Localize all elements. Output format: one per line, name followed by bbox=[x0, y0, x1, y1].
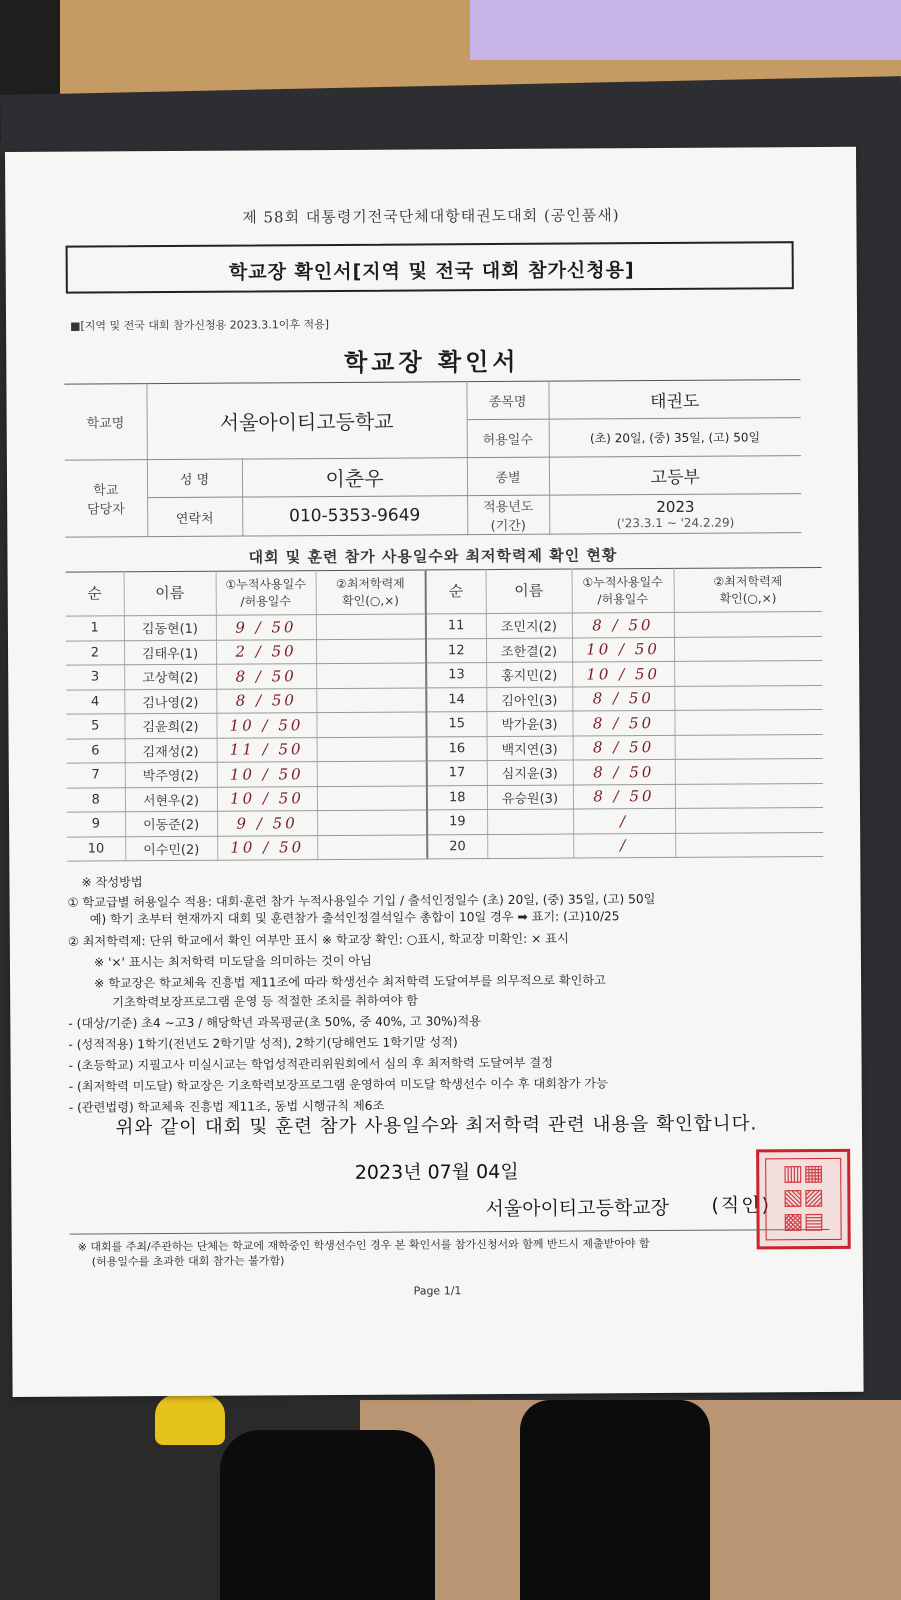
footnote bbox=[78, 1236, 650, 1269]
signer-name: 서울아이티고등학교장 bbox=[485, 1196, 670, 1221]
student-name: 김아인(3) bbox=[486, 687, 572, 712]
usage-days: 10 / 50 bbox=[217, 835, 317, 860]
row-no: 15 bbox=[426, 712, 486, 737]
usage-days: 11 / 50 bbox=[217, 737, 317, 762]
usage-days: 9 / 50 bbox=[216, 615, 316, 640]
bottom-rule bbox=[70, 1229, 830, 1235]
student-name: 고상혁(2) bbox=[124, 664, 216, 689]
division-label: 종별 bbox=[467, 457, 549, 496]
allowed-label: 허용일수 bbox=[467, 419, 549, 458]
student-name: 조한결(2) bbox=[486, 638, 572, 663]
usage-days: 10 / 50 bbox=[217, 786, 317, 811]
min-check bbox=[316, 614, 426, 639]
name-value: 이춘우 bbox=[242, 458, 467, 497]
row-no: 7 bbox=[67, 763, 125, 788]
person-leg-right bbox=[520, 1400, 710, 1600]
usage-table bbox=[66, 567, 824, 862]
col-check-left bbox=[316, 570, 426, 615]
student-name: 서현우(2) bbox=[125, 787, 217, 812]
usage-days: 10 / 50 bbox=[572, 637, 674, 662]
min-check bbox=[675, 734, 823, 759]
usage-days: 2 / 50 bbox=[216, 639, 316, 664]
method-line: ※ '×' 표시는 최저학력 미도달을 의미하는 것이 아님 bbox=[93, 953, 372, 970]
student-name: 김동현(1) bbox=[124, 615, 216, 640]
method-line: - (초등학교) 지필고사 미실시교는 학업성적관리위원회에서 심의 후 최저학력 도달여부 결정 bbox=[68, 1055, 554, 1073]
student-name: 김태우(1) bbox=[124, 640, 216, 665]
usage-days: 8 / 50 bbox=[572, 612, 674, 637]
row-no: 5 bbox=[66, 714, 124, 739]
school-label: 학교명 bbox=[64, 384, 146, 460]
contact-label: 연락처 bbox=[147, 497, 242, 537]
year-label-line1: 적용년도 bbox=[483, 499, 534, 516]
student-name: 백지연(3) bbox=[487, 736, 573, 761]
student-name: 김윤희(2) bbox=[124, 713, 216, 738]
usage-days: 10 / 50 bbox=[572, 661, 674, 686]
student-name bbox=[487, 834, 573, 859]
row-no: 10 bbox=[67, 836, 125, 861]
method-line: ① 학교급별 허용일수 적용: 대회·훈련 참가 누적사용일수 기입 / 출석인정일수 (초) 20일, (중) 35일, (고) 50일 bbox=[67, 892, 656, 910]
method-line: 예) 학기 초부터 현재까지 대회 및 훈련참가 출석인정결석일수 총합이 10일 경우 ➡ 표기: (고)10/25 bbox=[89, 909, 620, 927]
student-name bbox=[487, 809, 573, 834]
student-name: 유승원(3) bbox=[487, 785, 573, 810]
col-no-left: 순 bbox=[66, 572, 124, 616]
row-no: 8 bbox=[67, 787, 125, 812]
footnote-line1: ※ 대회를 주최/주관하는 단체는 학교에 재학중인 학생선수인 경우 본 확인서를 참가신청서와 함께 반드시 제출받아야 함 bbox=[77, 1237, 650, 1254]
student-name: 박가윤(3) bbox=[486, 711, 572, 736]
min-check bbox=[675, 808, 823, 833]
year-cell bbox=[549, 494, 801, 535]
usage-days: / bbox=[573, 808, 675, 833]
col-days-left-line1: ①누적사용일수 bbox=[225, 576, 306, 592]
usage-days: 8 / 50 bbox=[572, 686, 674, 711]
col-check-right-line1: ②최저학력제 bbox=[713, 573, 783, 589]
min-check bbox=[674, 612, 822, 637]
usage-days: 8 / 50 bbox=[572, 710, 674, 735]
allowed-value: (초) 20일, (중) 35일, (고) 50일 bbox=[549, 418, 801, 458]
method-line: ② 최저학력제: 단위 학교에서 확인 여부만 표시 ※ 학교장 확인: ○표시, 학교장 미확인: × 표시 bbox=[67, 931, 569, 949]
event-value: 태권도 bbox=[548, 380, 800, 420]
row-no: 18 bbox=[427, 785, 487, 810]
student-name: 이수민(2) bbox=[125, 836, 217, 861]
min-check bbox=[674, 685, 822, 710]
row-no: 9 bbox=[67, 812, 125, 837]
min-check bbox=[317, 761, 427, 786]
usage-days: 8 / 50 bbox=[216, 688, 316, 713]
col-name-right: 이름 bbox=[486, 569, 572, 614]
usage-days: 8 / 50 bbox=[573, 759, 675, 784]
method-line: - (관련법령) 학교체육 진흥법 제11조, 동법 시행규칙 제6조 bbox=[68, 1098, 385, 1115]
row-no: 20 bbox=[427, 834, 487, 859]
usage-days: 8 / 50 bbox=[573, 784, 675, 809]
min-check bbox=[675, 783, 823, 808]
col-no-right: 순 bbox=[426, 570, 486, 614]
student-name: 박주영(2) bbox=[125, 762, 217, 787]
student-name: 김재성(2) bbox=[125, 738, 217, 763]
period-value: ('23.3.1 ~ '24.2.29) bbox=[616, 515, 735, 531]
col-days-left-line2: /허용일수 bbox=[240, 593, 291, 609]
row-no: 1 bbox=[66, 616, 124, 641]
yellow-shoe bbox=[155, 1395, 225, 1445]
usage-days: / bbox=[573, 833, 675, 858]
student-name: 이동준(2) bbox=[125, 811, 217, 836]
min-check bbox=[675, 759, 823, 784]
method-title: ※ 작성방법 bbox=[81, 875, 143, 890]
col-name-left: 이름 bbox=[124, 571, 216, 616]
person-leg-left bbox=[220, 1430, 435, 1600]
min-check bbox=[317, 810, 427, 835]
name-label: 성 명 bbox=[147, 459, 242, 498]
min-check bbox=[675, 832, 823, 857]
usage-days: 10 / 50 bbox=[217, 762, 317, 787]
min-check bbox=[317, 785, 427, 810]
row-no: 3 bbox=[66, 665, 124, 690]
staff-label-line2: 담당자 bbox=[87, 502, 125, 518]
col-check-right-line2: 확인(○,×) bbox=[719, 590, 777, 606]
student-name: 홍지민(2) bbox=[486, 662, 572, 687]
method-line: - (성적적용) 1학기(전년도 2학기말 성적), 2학기(당해연도 1학기말 성적) bbox=[68, 1035, 458, 1052]
row-no: 19 bbox=[427, 810, 487, 835]
row-no: 11 bbox=[426, 614, 486, 639]
method-section bbox=[67, 869, 827, 1115]
row-no: 2 bbox=[66, 640, 124, 665]
table-row bbox=[67, 832, 823, 861]
school-value: 서울아이티고등학교 bbox=[146, 382, 466, 460]
col-check-right bbox=[674, 568, 822, 613]
row-no: 14 bbox=[426, 687, 486, 712]
division-value: 고등부 bbox=[549, 456, 801, 496]
seal-label: (직인) bbox=[711, 1194, 772, 1217]
usage-days: 10 / 50 bbox=[216, 713, 316, 738]
status-title: 대회 및 훈련 참가 사용일수와 최저학력제 확인 현황 bbox=[248, 546, 618, 567]
info-table bbox=[64, 379, 801, 537]
row-no: 4 bbox=[66, 689, 124, 714]
col-check-left-line1: ②최저학력제 bbox=[335, 576, 405, 591]
col-days-left bbox=[216, 571, 316, 616]
row-no: 17 bbox=[427, 761, 487, 786]
page-number: Page 1/1 bbox=[413, 1284, 462, 1298]
document-paper bbox=[5, 147, 864, 1397]
method-line: - (대상/기준) 초4 ~고3 / 해당학년 과목평균(초 50%, 중 40%, 고 30%)적용 bbox=[68, 1014, 482, 1031]
form-title: 학교장 확인서 bbox=[343, 347, 520, 377]
min-check bbox=[317, 834, 427, 859]
min-check bbox=[316, 638, 426, 663]
official-seal bbox=[756, 1149, 851, 1250]
min-check bbox=[317, 736, 427, 761]
method-line: 기초학력보장프로그램 운영 등 적절한 조치를 취하여야 함 bbox=[112, 993, 419, 1010]
min-check bbox=[674, 636, 822, 661]
form-note: ■[지역 및 전국 대회 참가신청용 2023.3.1이후 적용] bbox=[70, 318, 330, 333]
row-no: 16 bbox=[427, 736, 487, 761]
min-check bbox=[316, 687, 426, 712]
col-days-right bbox=[572, 568, 674, 613]
event-label: 종목명 bbox=[466, 381, 548, 420]
method-line: - (최저학력 미도달) 학교장은 기초학력보장프로그램 운영하여 미도달 학생선수 이수 후 대회참가 가능 bbox=[68, 1076, 608, 1094]
row-no: 12 bbox=[426, 638, 486, 663]
confirm-text: 위와 같이 대회 및 훈련 참가 사용일수와 최저학력 관련 내용을 확인합니다. bbox=[115, 1113, 758, 1139]
student-name: 김나영(2) bbox=[124, 689, 216, 714]
min-check bbox=[316, 712, 426, 737]
student-name: 조민지(2) bbox=[486, 613, 572, 638]
usage-days: 8 / 50 bbox=[216, 664, 316, 689]
min-check bbox=[316, 663, 426, 688]
seal-glyphs: ▥▦ ▧▨ ▩▤ bbox=[782, 1161, 825, 1235]
year-label-line2: (기간) bbox=[490, 518, 526, 535]
min-check bbox=[674, 661, 822, 686]
min-check bbox=[674, 710, 822, 735]
competition-title: 제 58회 대통령기전국단체대항태권도대회 (공인품새) bbox=[242, 206, 620, 227]
doc-title-box bbox=[66, 241, 794, 293]
col-days-right-line2: /허용일수 bbox=[597, 591, 648, 606]
usage-days: 9 / 50 bbox=[217, 811, 317, 836]
year-label bbox=[467, 495, 549, 535]
usage-days: 8 / 50 bbox=[573, 735, 675, 760]
row-no: 6 bbox=[67, 738, 125, 763]
col-days-right-line1: ①누적사용일수 bbox=[582, 574, 663, 589]
footnote-line2: (허용일수를 초과한 대회 참가는 불가함) bbox=[91, 1254, 285, 1269]
purple-object bbox=[470, 0, 901, 60]
method-line: ※ 학교장은 학교체육 진흥법 제11조에 따라 학생선수 최저학력 도달여부를 의무적으로 확인하고 bbox=[94, 973, 606, 991]
year-value: 2023 bbox=[656, 497, 695, 517]
document-date: 2023년 07월 04일 bbox=[354, 1160, 519, 1184]
contact-value: 010-5353-9649 bbox=[242, 496, 467, 536]
col-check-left-line2: 확인(○,×) bbox=[341, 593, 399, 608]
row-no: 13 bbox=[426, 663, 486, 688]
staff-label bbox=[65, 460, 147, 537]
student-name: 심지윤(3) bbox=[487, 760, 573, 785]
doc-title: 학교장 확인서[지역 및 전국 대회 참가신청용] bbox=[228, 259, 635, 284]
staff-label-line1: 학교 bbox=[93, 483, 119, 499]
